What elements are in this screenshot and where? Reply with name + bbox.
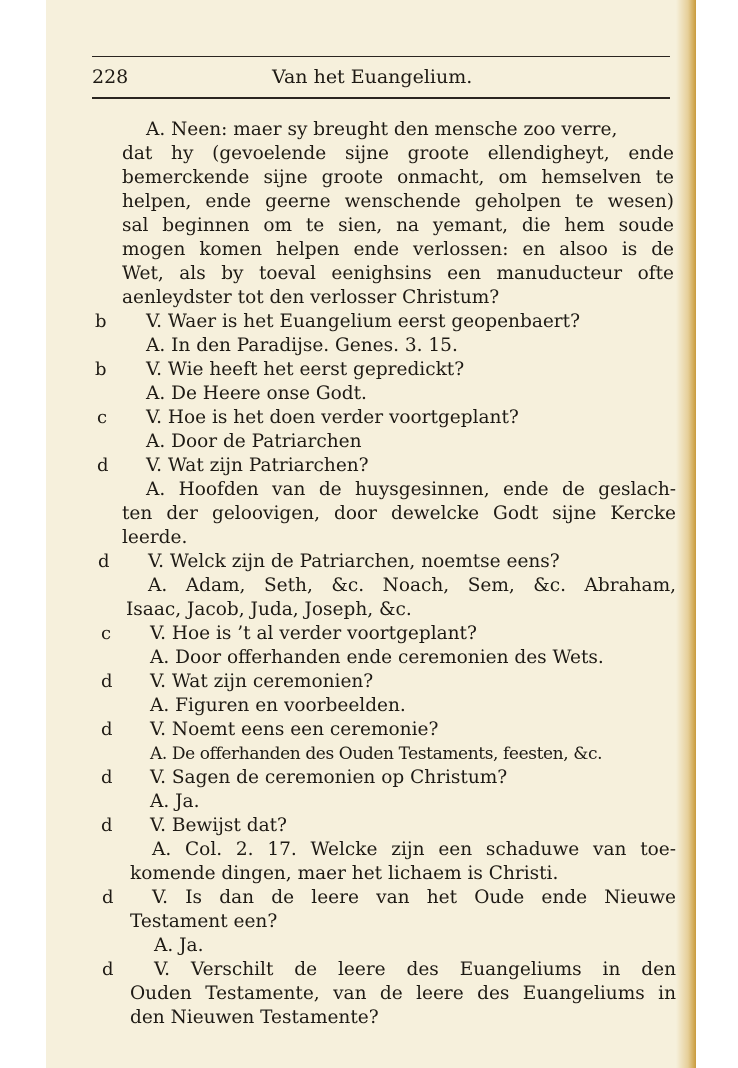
text-line: mogen komen helpen ende verlossen: en alsoo is de	[122, 239, 674, 260]
text-line: den Nieuwen Testamente?	[130, 1007, 379, 1028]
answer-line: A. In den Paradijse. Genes. 3. 15.	[146, 335, 458, 356]
question-line: V. Sagen de ceremonien op Christum?	[150, 767, 508, 788]
answer-line: A. Ja.	[154, 935, 204, 956]
question-line: V. Wat zijn Patriarchen?	[146, 455, 369, 476]
answer-line: A. Ja.	[150, 791, 200, 812]
question-line: V. Hoe is ’t al verder voortgeplant?	[150, 623, 477, 644]
margin-letter: b	[95, 311, 107, 332]
text-line: aenleydster tot den verlosser Christum?	[122, 287, 500, 308]
answer-line: A. Col. 2. 17. Welcke zijn een schaduwe van toe-	[152, 839, 676, 860]
answer-line: A. Adam, Seth, &c. Noach, Sem, &c. Abraham,	[148, 575, 676, 596]
question-line: V. Hoe is het doen verder voortgeplant?	[146, 407, 519, 428]
margin-letter: d	[101, 767, 113, 788]
margin-letter: c	[97, 407, 108, 428]
margin-letter: d	[101, 719, 113, 740]
margin-letter: c	[101, 623, 112, 644]
text-line: bemerckende sijne groote onmacht, om hemselven te	[122, 167, 674, 188]
page-gutter-shadow	[676, 0, 696, 1068]
text-line: komende dingen, maer het lichaem is Christi.	[130, 863, 559, 884]
answer-line: A. De Heere onse Godt.	[146, 383, 367, 404]
answer-line: A. Door offerhanden ende ceremonien des Wets.	[150, 647, 604, 668]
text-line: Isaac, Jacob, Juda, Joseph, &c.	[126, 599, 412, 620]
header-rule-top	[92, 56, 670, 57]
text-line: dat hy (gevoelende sijne groote ellendigheyt, ende	[122, 143, 674, 164]
question-line: V. Is dan de leere van het Oude ende Nieuwe	[152, 887, 676, 908]
text-line: sal beginnen om te sien, na yemant, die hem soude	[122, 215, 674, 236]
page-number: 228	[92, 66, 129, 88]
margin-letter: b	[95, 359, 107, 380]
text-line: leerde.	[122, 527, 188, 548]
question-line: V. Wie heeft het eerst gepredickt?	[146, 359, 465, 380]
running-head: Van het Euangelium.	[272, 66, 473, 88]
text-line: Wet, als by toeval eenighsins een manuducteur ofte	[122, 263, 674, 284]
question-line: V. Welck zijn de Patriarchen, noemtse eens?	[148, 551, 560, 572]
question-line: V. Wat zijn ceremonien?	[150, 671, 374, 692]
question-line: V. Verschilt de leere des Euangeliums in den	[154, 959, 676, 980]
margin-letter: d	[101, 671, 113, 692]
text-line: helpen, ende geerne wenschende geholpen te wesen)	[122, 191, 674, 212]
margin-letter: d	[102, 959, 114, 980]
text-line: ten der geloovigen, door dewelcke Godt sijne Kercke	[122, 503, 676, 524]
margin-letter: d	[101, 815, 113, 836]
text-line: Testament een?	[130, 911, 278, 932]
answer-line: A. De offerhanden des Ouden Testaments, feesten, &c.	[150, 744, 603, 764]
answer-line: A. Door de Patriarchen	[146, 431, 362, 452]
question-line: V. Bewijst dat?	[150, 815, 287, 836]
answer-line: A. Hoofden van de huysgesinnen, ende de geslach-	[146, 479, 676, 500]
answer-line: A. Figuren en voorbeelden.	[150, 695, 406, 716]
margin-letter: d	[102, 887, 114, 908]
margin-letter: d	[98, 551, 110, 572]
question-line: V. Noemt eens een ceremonie?	[150, 719, 439, 740]
question-line: V. Waer is het Euangelium eerst geopenbaert?	[146, 311, 580, 332]
margin-letter: d	[97, 455, 109, 476]
header-rule-bottom	[92, 97, 670, 99]
text-line: A. Neen: maer sy breught den mensche zoo verre,	[146, 119, 618, 140]
text-line: Ouden Testamente, van de leere des Euangeliums in	[130, 983, 676, 1004]
